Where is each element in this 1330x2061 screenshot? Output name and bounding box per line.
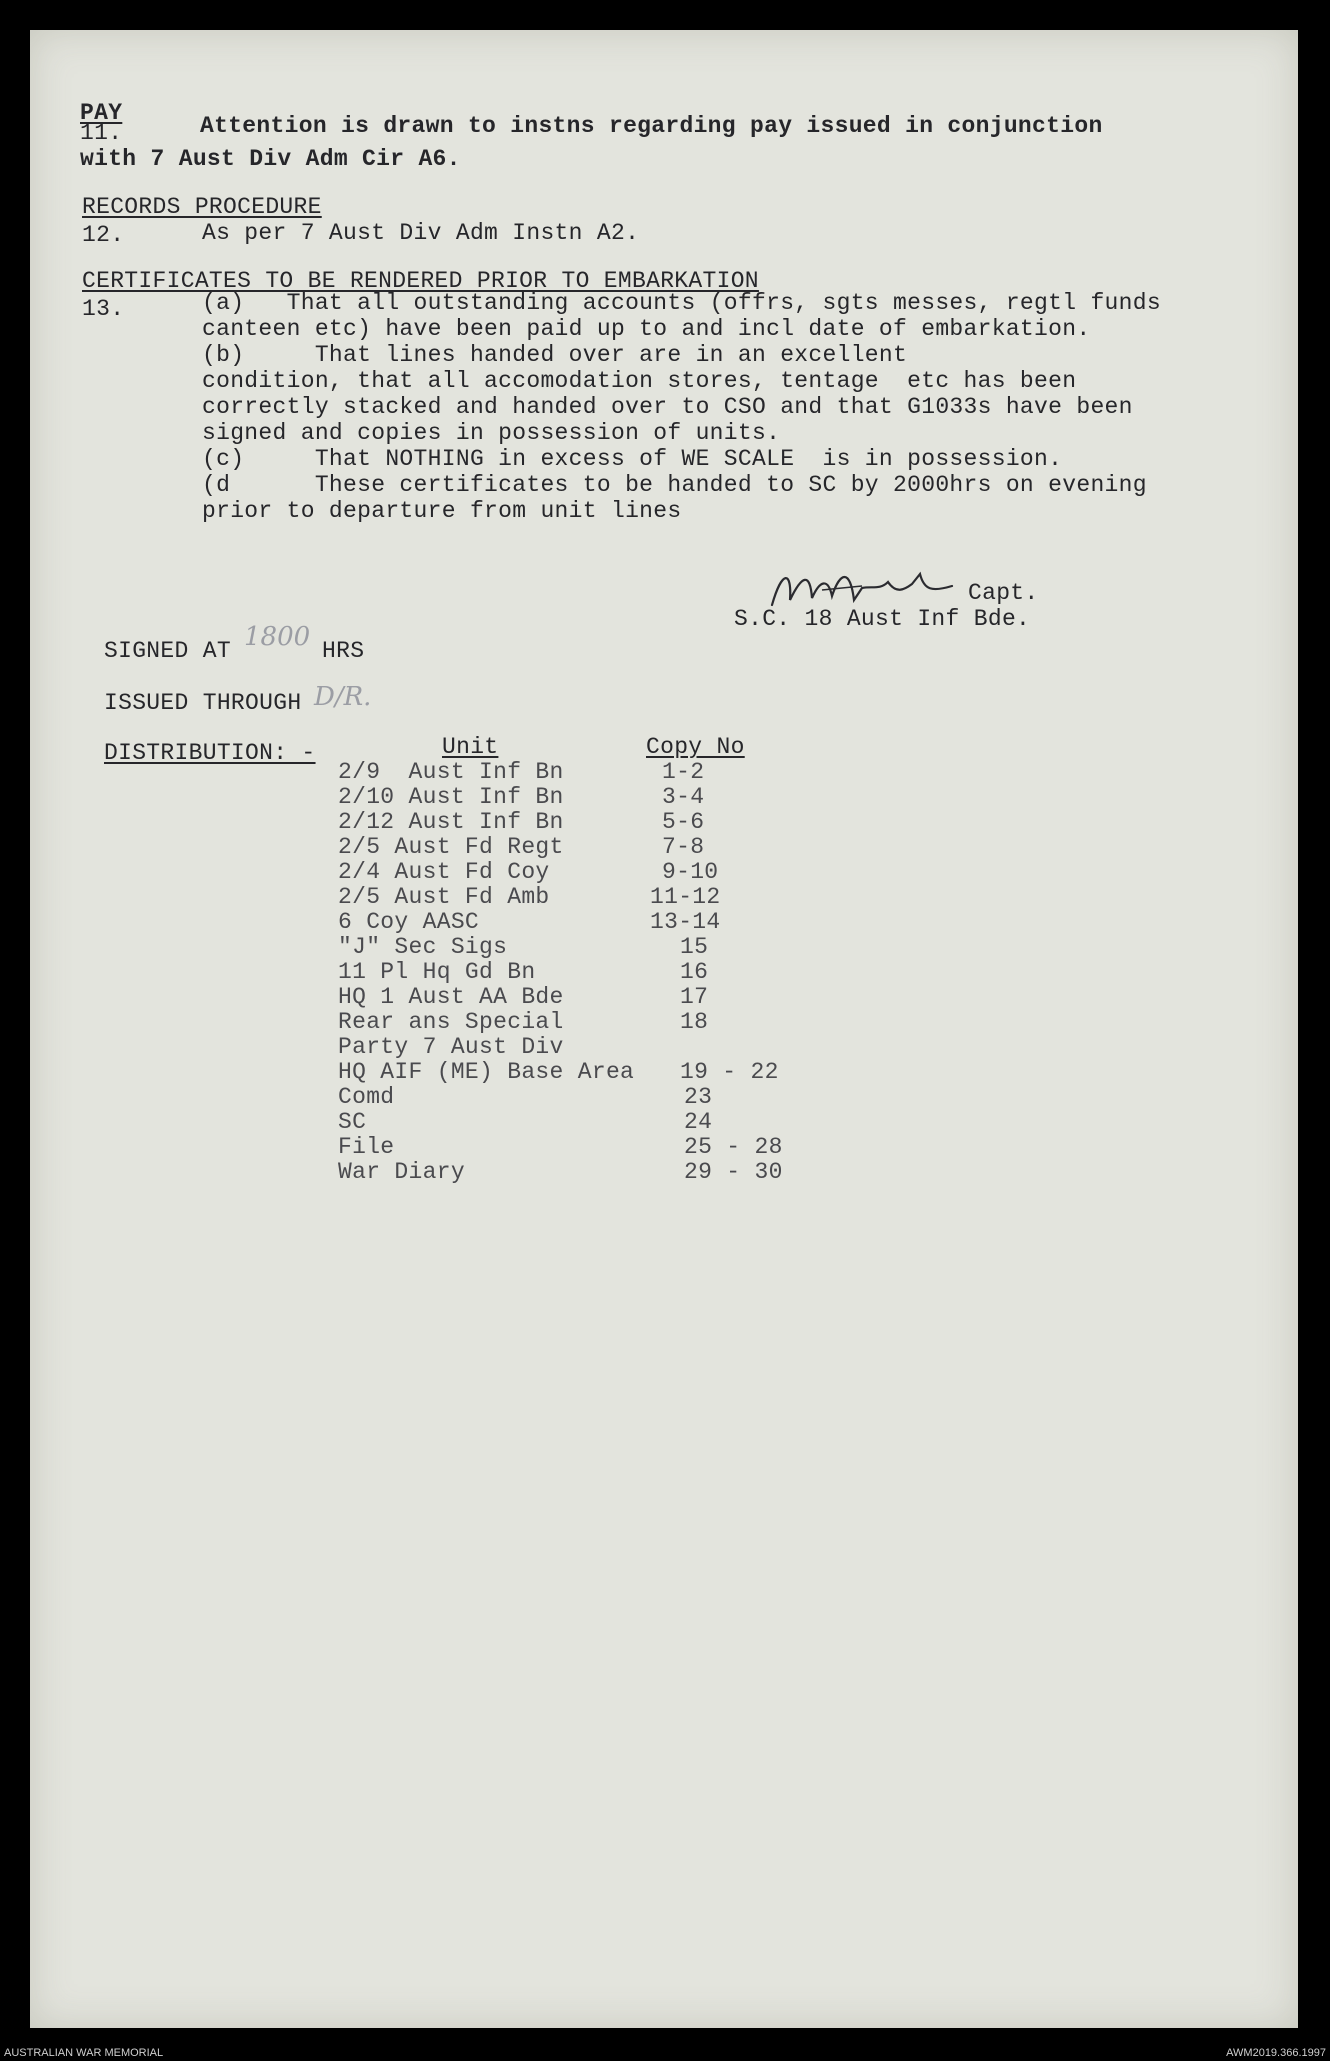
dist-copy: 11-12 [650,884,721,910]
cert-a-line1: (a) That all outstanding accounts (offrs, sgts messes, regtl funds [202,290,1161,316]
records-heading: RECORDS PROCEDURE [82,194,322,220]
dist-copy: 25 - 28 [684,1134,783,1160]
dist-unit: 2/4 Aust Fd Coy [338,859,550,885]
cert-b-line3: correctly stacked and handed over to CSO and that G1033s have been [202,394,1133,420]
dist-copy: 29 - 30 [684,1159,783,1185]
dist-copy: 13-14 [650,909,721,935]
dist-copy: 24 [684,1109,713,1135]
certificates-number: 13. [82,296,125,322]
dist-unit: 2/10 Aust Inf Bn [338,784,564,810]
cert-b-line1: (b) That lines handed over are in an excellent [202,342,908,368]
records-text: As per 7 Aust Div Adm Instn A2. [202,220,640,246]
dist-copy: 17 [680,984,709,1010]
dist-copy: 5-6 [662,809,705,835]
cert-d-line1: (d These certificates to be handed to SC by 2000hrs on evening [202,472,1147,498]
issued-through-value: D/R. [314,682,372,712]
dist-copy: 15 [680,934,709,960]
cert-a-line2: canteen etc) have been paid up to and incl date of embarkation. [202,316,1091,342]
cert-b-line2: condition, that all accomodation stores, tentage etc has been [202,368,1077,394]
dist-unit: HQ 1 Aust AA Bde [338,984,564,1010]
dist-unit: 11 Pl Hq Gd Bn [338,959,536,985]
dist-copy: 7-8 [662,834,705,860]
signed-at-time: 1800 [244,622,311,652]
dist-copy: 23 [684,1084,713,1110]
dist-unit: File [338,1134,395,1160]
certificates-heading: CERTIFICATES TO BE RENDERED PRIOR TO EMBARKATION [82,268,759,294]
signed-at-label: SIGNED AT [104,638,231,664]
pay-text-line1: Attention is drawn to instns regarding pay issued in conjunction [200,113,1103,139]
dist-unit: Rear ans Special [338,1009,564,1035]
dist-copy: 18 [680,1009,709,1035]
issued-through-label: ISSUED THROUGH [104,690,302,716]
dist-unit: 6 Coy AASC [338,909,480,935]
dist-unit: Comd [338,1084,395,1110]
pay-number: 11. [80,120,123,146]
records-number: 12. [82,222,125,248]
dist-unit: War Diary [338,1159,465,1185]
dist-unit: HQ AIF (ME) Base Area [338,1059,635,1085]
dist-copy: 9-10 [662,859,719,885]
dist-unit: "J" Sec Sigs [338,934,508,960]
cert-b-line4: signed and copies in possession of units. [202,420,781,446]
dist-copy: 19 - 22 [680,1059,779,1085]
distribution-label: DISTRIBUTION: - [104,740,316,766]
dist-copy: 3-4 [662,784,705,810]
dist-unit: 2/5 Aust Fd Amb [338,884,550,910]
footer-left: AUSTRALIAN WAR MEMORIAL [4,2047,164,2059]
signature-appointment: S.C. 18 Aust Inf Bde. [734,606,1031,632]
footer-right: AWM2019.366.1997 [1226,2047,1326,2059]
signed-at-suffix: HRS [322,638,365,664]
dist-copy: 16 [680,959,709,985]
dist-copy: 1-2 [662,759,705,785]
dist-unit: 2/12 Aust Inf Bn [338,809,564,835]
dist-unit: Party 7 Aust Div [338,1034,564,1060]
signature-rank: Capt. [968,580,1039,606]
dist-unit: 2/5 Aust Fd Regt [338,834,564,860]
cert-d-line2: prior to departure from unit lines [202,498,682,524]
dist-unit: SC [338,1109,367,1135]
cert-c-line1: (c) That NOTHING in excess of WE SCALE is in possession. [202,446,1063,472]
pay-heading: PAY [80,100,123,126]
distribution-col-unit: Unit [442,734,499,760]
pay-text-line2: with 7 Aust Div Adm Cir A6. [80,146,461,172]
distribution-col-copy: Copy No [646,734,745,760]
dist-unit: 2/9 Aust Inf Bn [338,759,564,785]
